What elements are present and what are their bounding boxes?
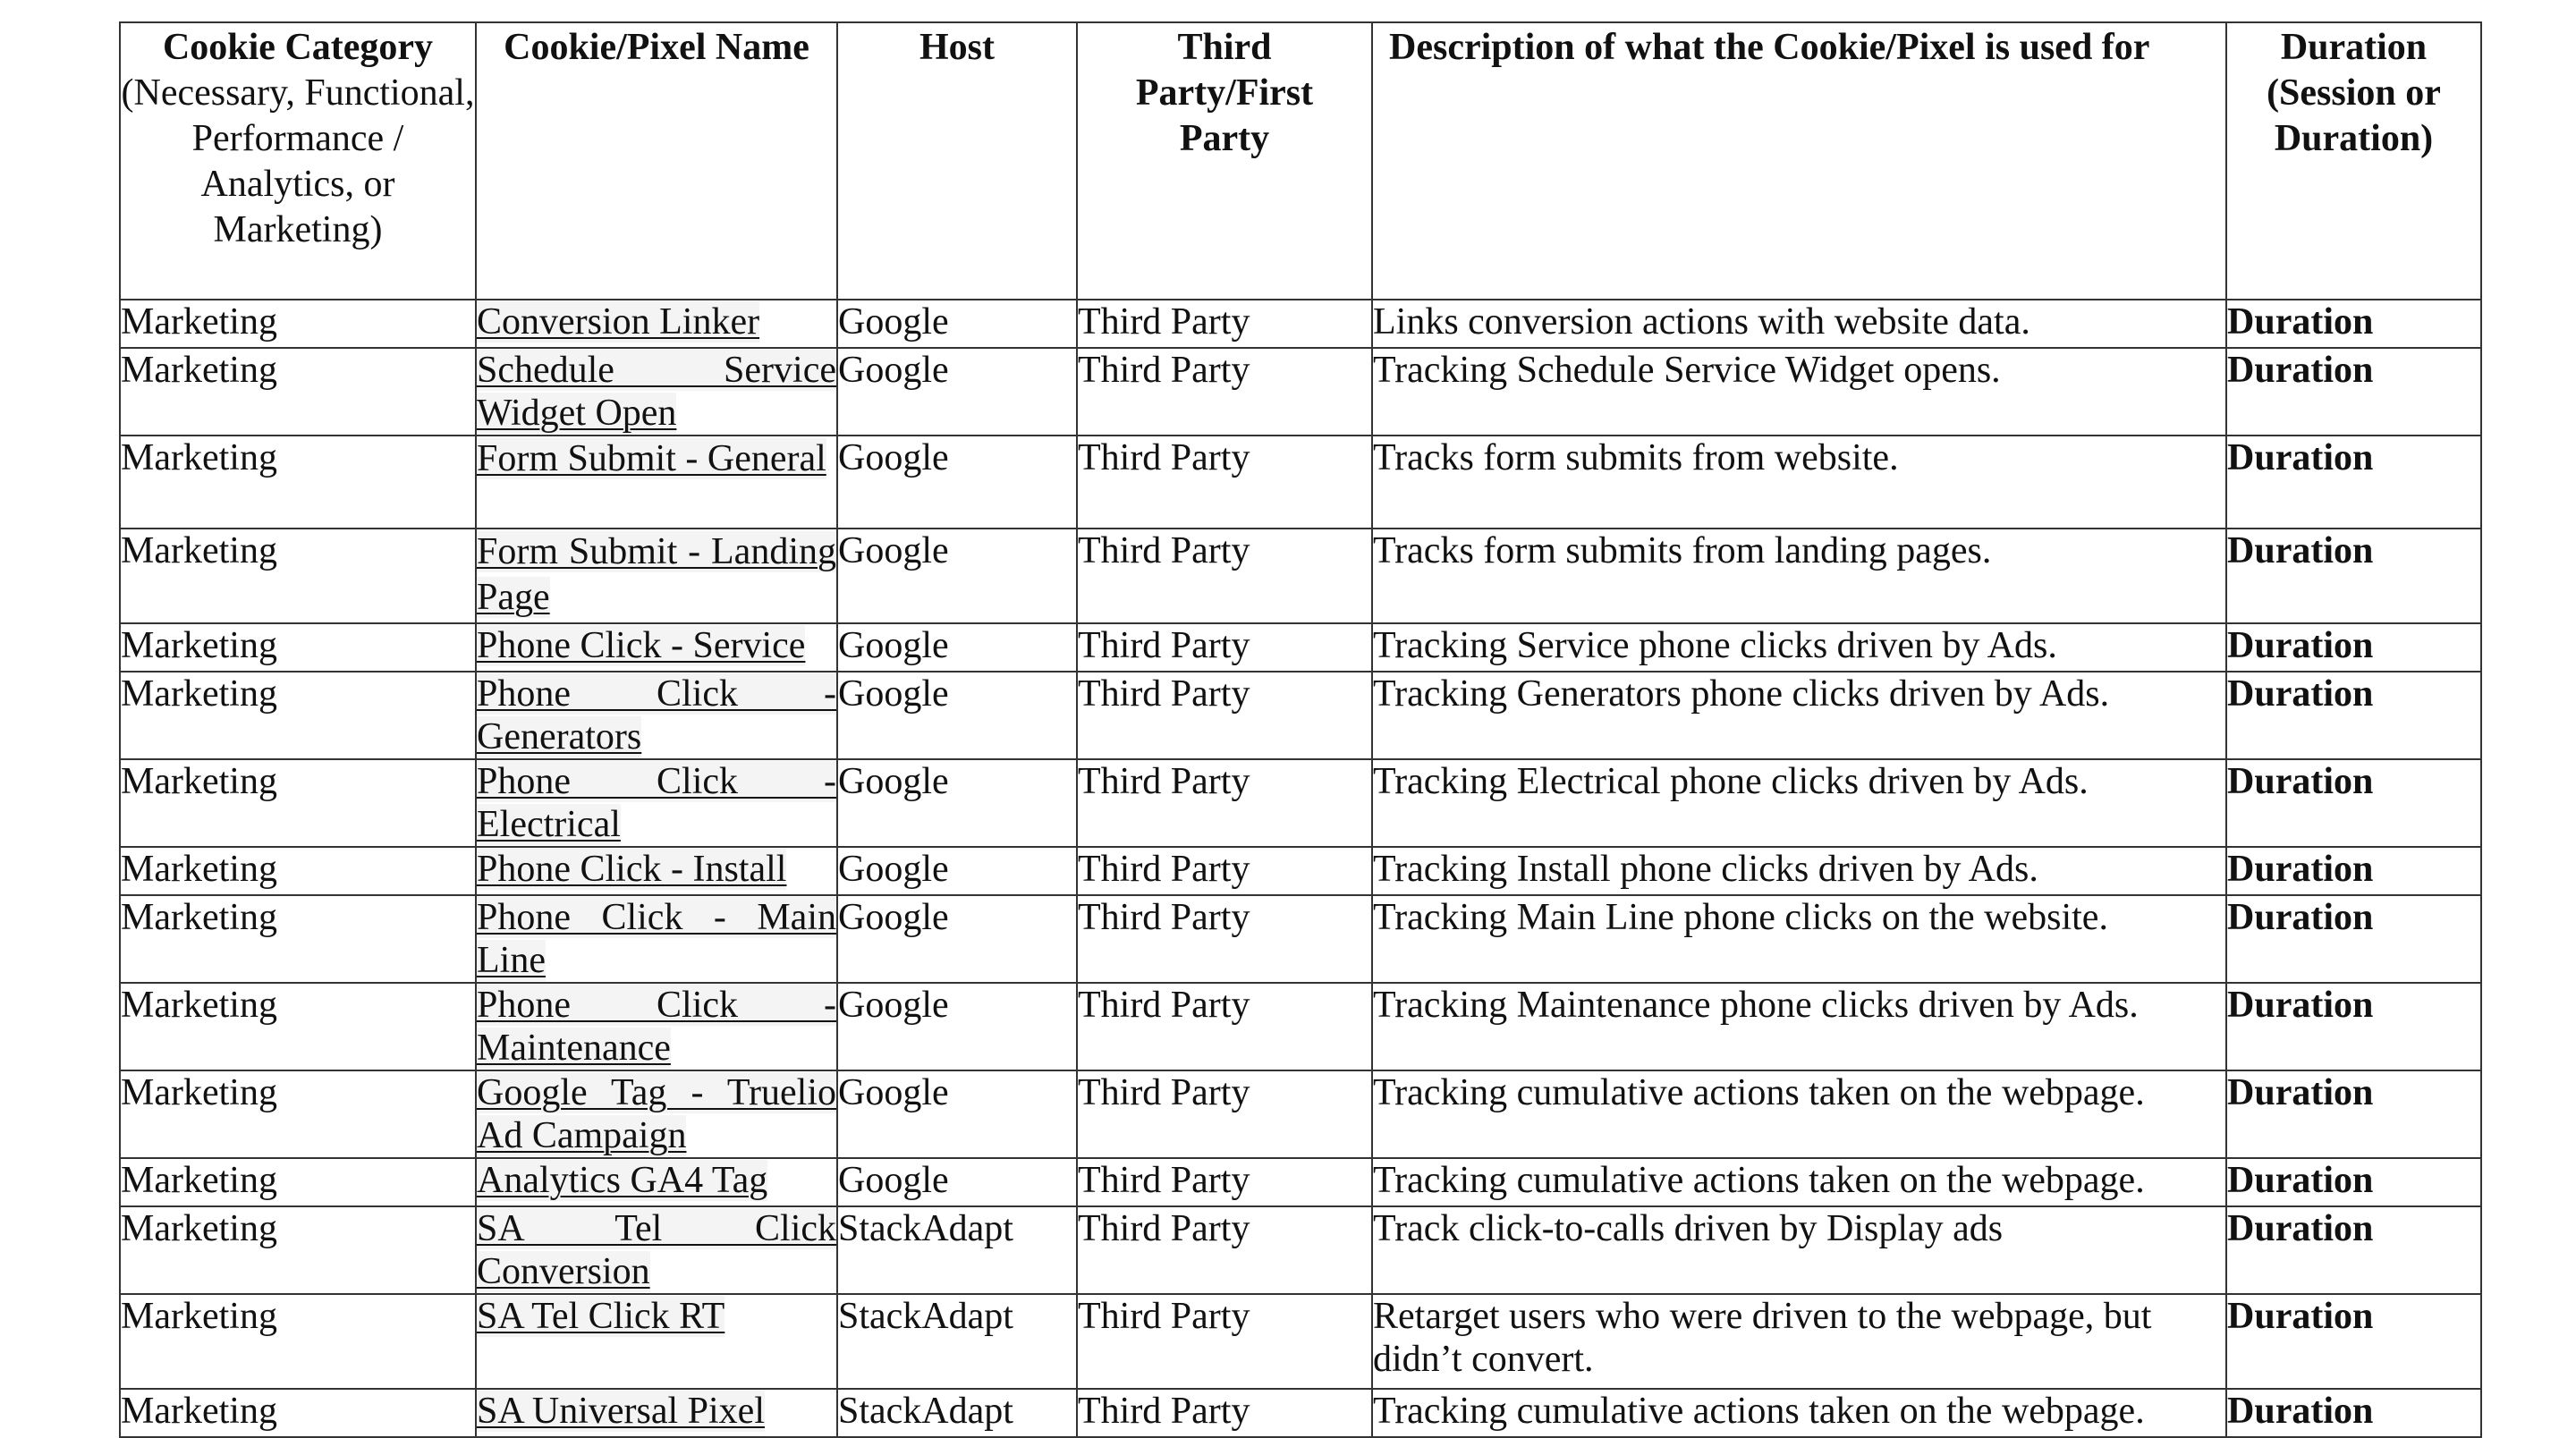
cell-party: Third Party <box>1077 348 1372 436</box>
header-duration <box>2226 22 2481 300</box>
cookie-name-link[interactable]: Form Submit - General <box>477 438 826 479</box>
cell-party: Third Party <box>1077 1389 1372 1437</box>
cell-duration: Duration <box>2226 983 2481 1070</box>
cell-description: Track click-to-calls driven by Display ads <box>1372 1206 2226 1294</box>
table-row <box>120 348 2481 436</box>
cell-description: Tracks form submits from website. <box>1372 436 2226 529</box>
cell-host: Google <box>837 348 1077 436</box>
table-row <box>120 983 2481 1070</box>
cell-description: Tracking Maintenance phone clicks driven by Ads. <box>1372 983 2226 1070</box>
cell-party: Third Party <box>1077 623 1372 672</box>
cell-duration: Duration <box>2226 759 2481 847</box>
cell-description: Tracking cumulative actions taken on the webpage. <box>1372 1158 2226 1206</box>
table-row <box>120 759 2481 847</box>
cell-host: Google <box>837 847 1077 895</box>
cell-host: Google <box>837 983 1077 1070</box>
cell-party: Third Party <box>1077 529 1372 623</box>
cell-host: Google <box>837 895 1077 983</box>
cell-host: StackAdapt <box>837 1389 1077 1437</box>
table-row <box>120 623 2481 672</box>
cell-description: Tracking Install phone clicks driven by Ads. <box>1372 847 2226 895</box>
cell-category: Marketing <box>120 672 476 759</box>
cell-category: Marketing <box>120 623 476 672</box>
cookie-name-link[interactable]: Form Submit - Landing Page <box>477 531 836 618</box>
cookie-name-link[interactable]: Conversion Linker <box>477 301 760 343</box>
header-category-title: Cookie Category <box>162 27 434 68</box>
cookie-name-link[interactable]: SA Tel Click RT <box>477 1296 725 1337</box>
cell-duration: Duration <box>2226 1206 2481 1294</box>
header-description: Description of what the Cookie/Pixel is used for <box>1372 22 2226 300</box>
cell-category: Marketing <box>120 348 476 436</box>
cell-duration: Duration <box>2226 672 2481 759</box>
table-row <box>120 436 2481 529</box>
cell-duration: Duration <box>2226 1294 2481 1389</box>
cell-party: Third Party <box>1077 847 1372 895</box>
cell-party: Third Party <box>1077 436 1372 529</box>
cell-party: Third Party <box>1077 983 1372 1070</box>
table-header-row <box>120 22 2481 300</box>
cell-cookie-name <box>476 623 837 672</box>
cell-cookie-name <box>476 1389 837 1437</box>
cookie-name-link[interactable]: Phone Click - Generators <box>477 673 836 757</box>
header-host: Host <box>837 22 1077 300</box>
cell-category: Marketing <box>120 1294 476 1389</box>
cookie-table <box>119 21 2482 1438</box>
header-duration-subtitle: (Session or Duration) <box>2267 72 2441 159</box>
cell-description: Tracking Schedule Service Widget opens. <box>1372 348 2226 436</box>
cell-cookie-name <box>476 1158 837 1206</box>
header-duration-title: Duration <box>2280 27 2428 68</box>
cell-party: Third Party <box>1077 895 1372 983</box>
cell-duration: Duration <box>2226 623 2481 672</box>
cookie-name-link[interactable]: Google Tag - Truelio Ad Campaign <box>477 1072 836 1156</box>
cell-category: Marketing <box>120 847 476 895</box>
cell-description: Tracking Main Line phone clicks on the website. <box>1372 895 2226 983</box>
cookie-name-link[interactable]: SA Tel Click Conversion <box>477 1208 836 1292</box>
cell-host: Google <box>837 672 1077 759</box>
cell-cookie-name <box>476 1294 837 1389</box>
cell-cookie-name <box>476 348 837 436</box>
cell-duration: Duration <box>2226 847 2481 895</box>
cell-cookie-name <box>476 983 837 1070</box>
table-row <box>120 1158 2481 1206</box>
cell-host: Google <box>837 759 1077 847</box>
cookie-name-link[interactable]: Phone Click - Main Line <box>477 897 836 981</box>
cell-duration: Duration <box>2226 348 2481 436</box>
cell-category: Marketing <box>120 1389 476 1437</box>
cell-description: Tracking Service phone clicks driven by Ads. <box>1372 623 2226 672</box>
cell-host: Google <box>837 529 1077 623</box>
cell-host: StackAdapt <box>837 1206 1077 1294</box>
table-row <box>120 300 2481 348</box>
cell-host: StackAdapt <box>837 1294 1077 1389</box>
cell-party: Third Party <box>1077 1070 1372 1158</box>
cell-category: Marketing <box>120 300 476 348</box>
cell-description: Tracking cumulative actions taken on the webpage. <box>1372 1389 2226 1437</box>
cell-description: Tracking cumulative actions taken on the webpage. <box>1372 1070 2226 1158</box>
cell-description: Tracking Electrical phone clicks driven by Ads. <box>1372 759 2226 847</box>
cell-host: Google <box>837 1158 1077 1206</box>
cell-description: Tracks form submits from landing pages. <box>1372 529 2226 623</box>
cell-duration: Duration <box>2226 300 2481 348</box>
cell-description: Links conversion actions with website data. <box>1372 300 2226 348</box>
cell-category: Marketing <box>120 1158 476 1206</box>
cell-cookie-name <box>476 1206 837 1294</box>
cell-category: Marketing <box>120 895 476 983</box>
cell-party: Third Party <box>1077 300 1372 348</box>
cell-host: Google <box>837 1070 1077 1158</box>
cell-cookie-name <box>476 300 837 348</box>
cookie-name-link[interactable]: Phone Click - Electrical <box>477 761 836 845</box>
cell-duration: Duration <box>2226 436 2481 529</box>
cell-duration: Duration <box>2226 1158 2481 1206</box>
table-row <box>120 847 2481 895</box>
cookie-name-link[interactable]: Schedule Service Widget Open <box>477 350 836 434</box>
cell-duration: Duration <box>2226 1389 2481 1437</box>
cell-host: Google <box>837 436 1077 529</box>
cell-party: Third Party <box>1077 1206 1372 1294</box>
table-row <box>120 1070 2481 1158</box>
header-name: Cookie/Pixel Name <box>476 22 837 300</box>
cell-party: Third Party <box>1077 759 1372 847</box>
cell-category: Marketing <box>120 436 476 529</box>
cell-cookie-name <box>476 759 837 847</box>
cell-description: Tracking Generators phone clicks driven by Ads. <box>1372 672 2226 759</box>
header-party-label: Third Party/First Party <box>1135 27 1314 159</box>
header-party <box>1077 22 1372 300</box>
table-row <box>120 1206 2481 1294</box>
cell-cookie-name <box>476 672 837 759</box>
cell-party: Third Party <box>1077 1294 1372 1389</box>
cookie-name-link[interactable]: Phone Click - Service <box>477 625 806 666</box>
cookie-table-page <box>119 21 2480 1438</box>
cell-duration: Duration <box>2226 529 2481 623</box>
cell-party: Third Party <box>1077 672 1372 759</box>
cell-duration: Duration <box>2226 895 2481 983</box>
cell-cookie-name <box>476 895 837 983</box>
cell-category: Marketing <box>120 759 476 847</box>
table-row <box>120 1294 2481 1389</box>
cell-category: Marketing <box>120 983 476 1070</box>
cell-cookie-name <box>476 436 837 529</box>
cookie-name-link[interactable]: Analytics GA4 Tag <box>477 1160 768 1201</box>
table-row <box>120 672 2481 759</box>
table-row <box>120 895 2481 983</box>
table-row <box>120 529 2481 623</box>
cookie-name-link[interactable]: Phone Click - Maintenance <box>477 985 836 1069</box>
cell-host: Google <box>837 300 1077 348</box>
cell-category: Marketing <box>120 529 476 623</box>
cell-cookie-name <box>476 847 837 895</box>
table-body <box>120 300 2481 1437</box>
header-category <box>120 22 476 300</box>
cell-category: Marketing <box>120 1070 476 1158</box>
cell-category: Marketing <box>120 1206 476 1294</box>
table-row <box>120 1389 2481 1437</box>
cell-party: Third Party <box>1077 1158 1372 1206</box>
cookie-name-link[interactable]: Phone Click - Install <box>477 849 787 890</box>
cell-cookie-name <box>476 1070 837 1158</box>
cell-duration: Duration <box>2226 1070 2481 1158</box>
cell-host: Google <box>837 623 1077 672</box>
header-category-subtitle: (Necessary, Functional, Performance / Analytics, or Marketing) <box>121 72 475 250</box>
cell-description: Retarget users who were driven to the webpage, but didn’t convert. <box>1372 1294 2226 1389</box>
cell-cookie-name <box>476 529 837 623</box>
cookie-name-link[interactable]: SA Universal Pixel <box>477 1391 765 1432</box>
